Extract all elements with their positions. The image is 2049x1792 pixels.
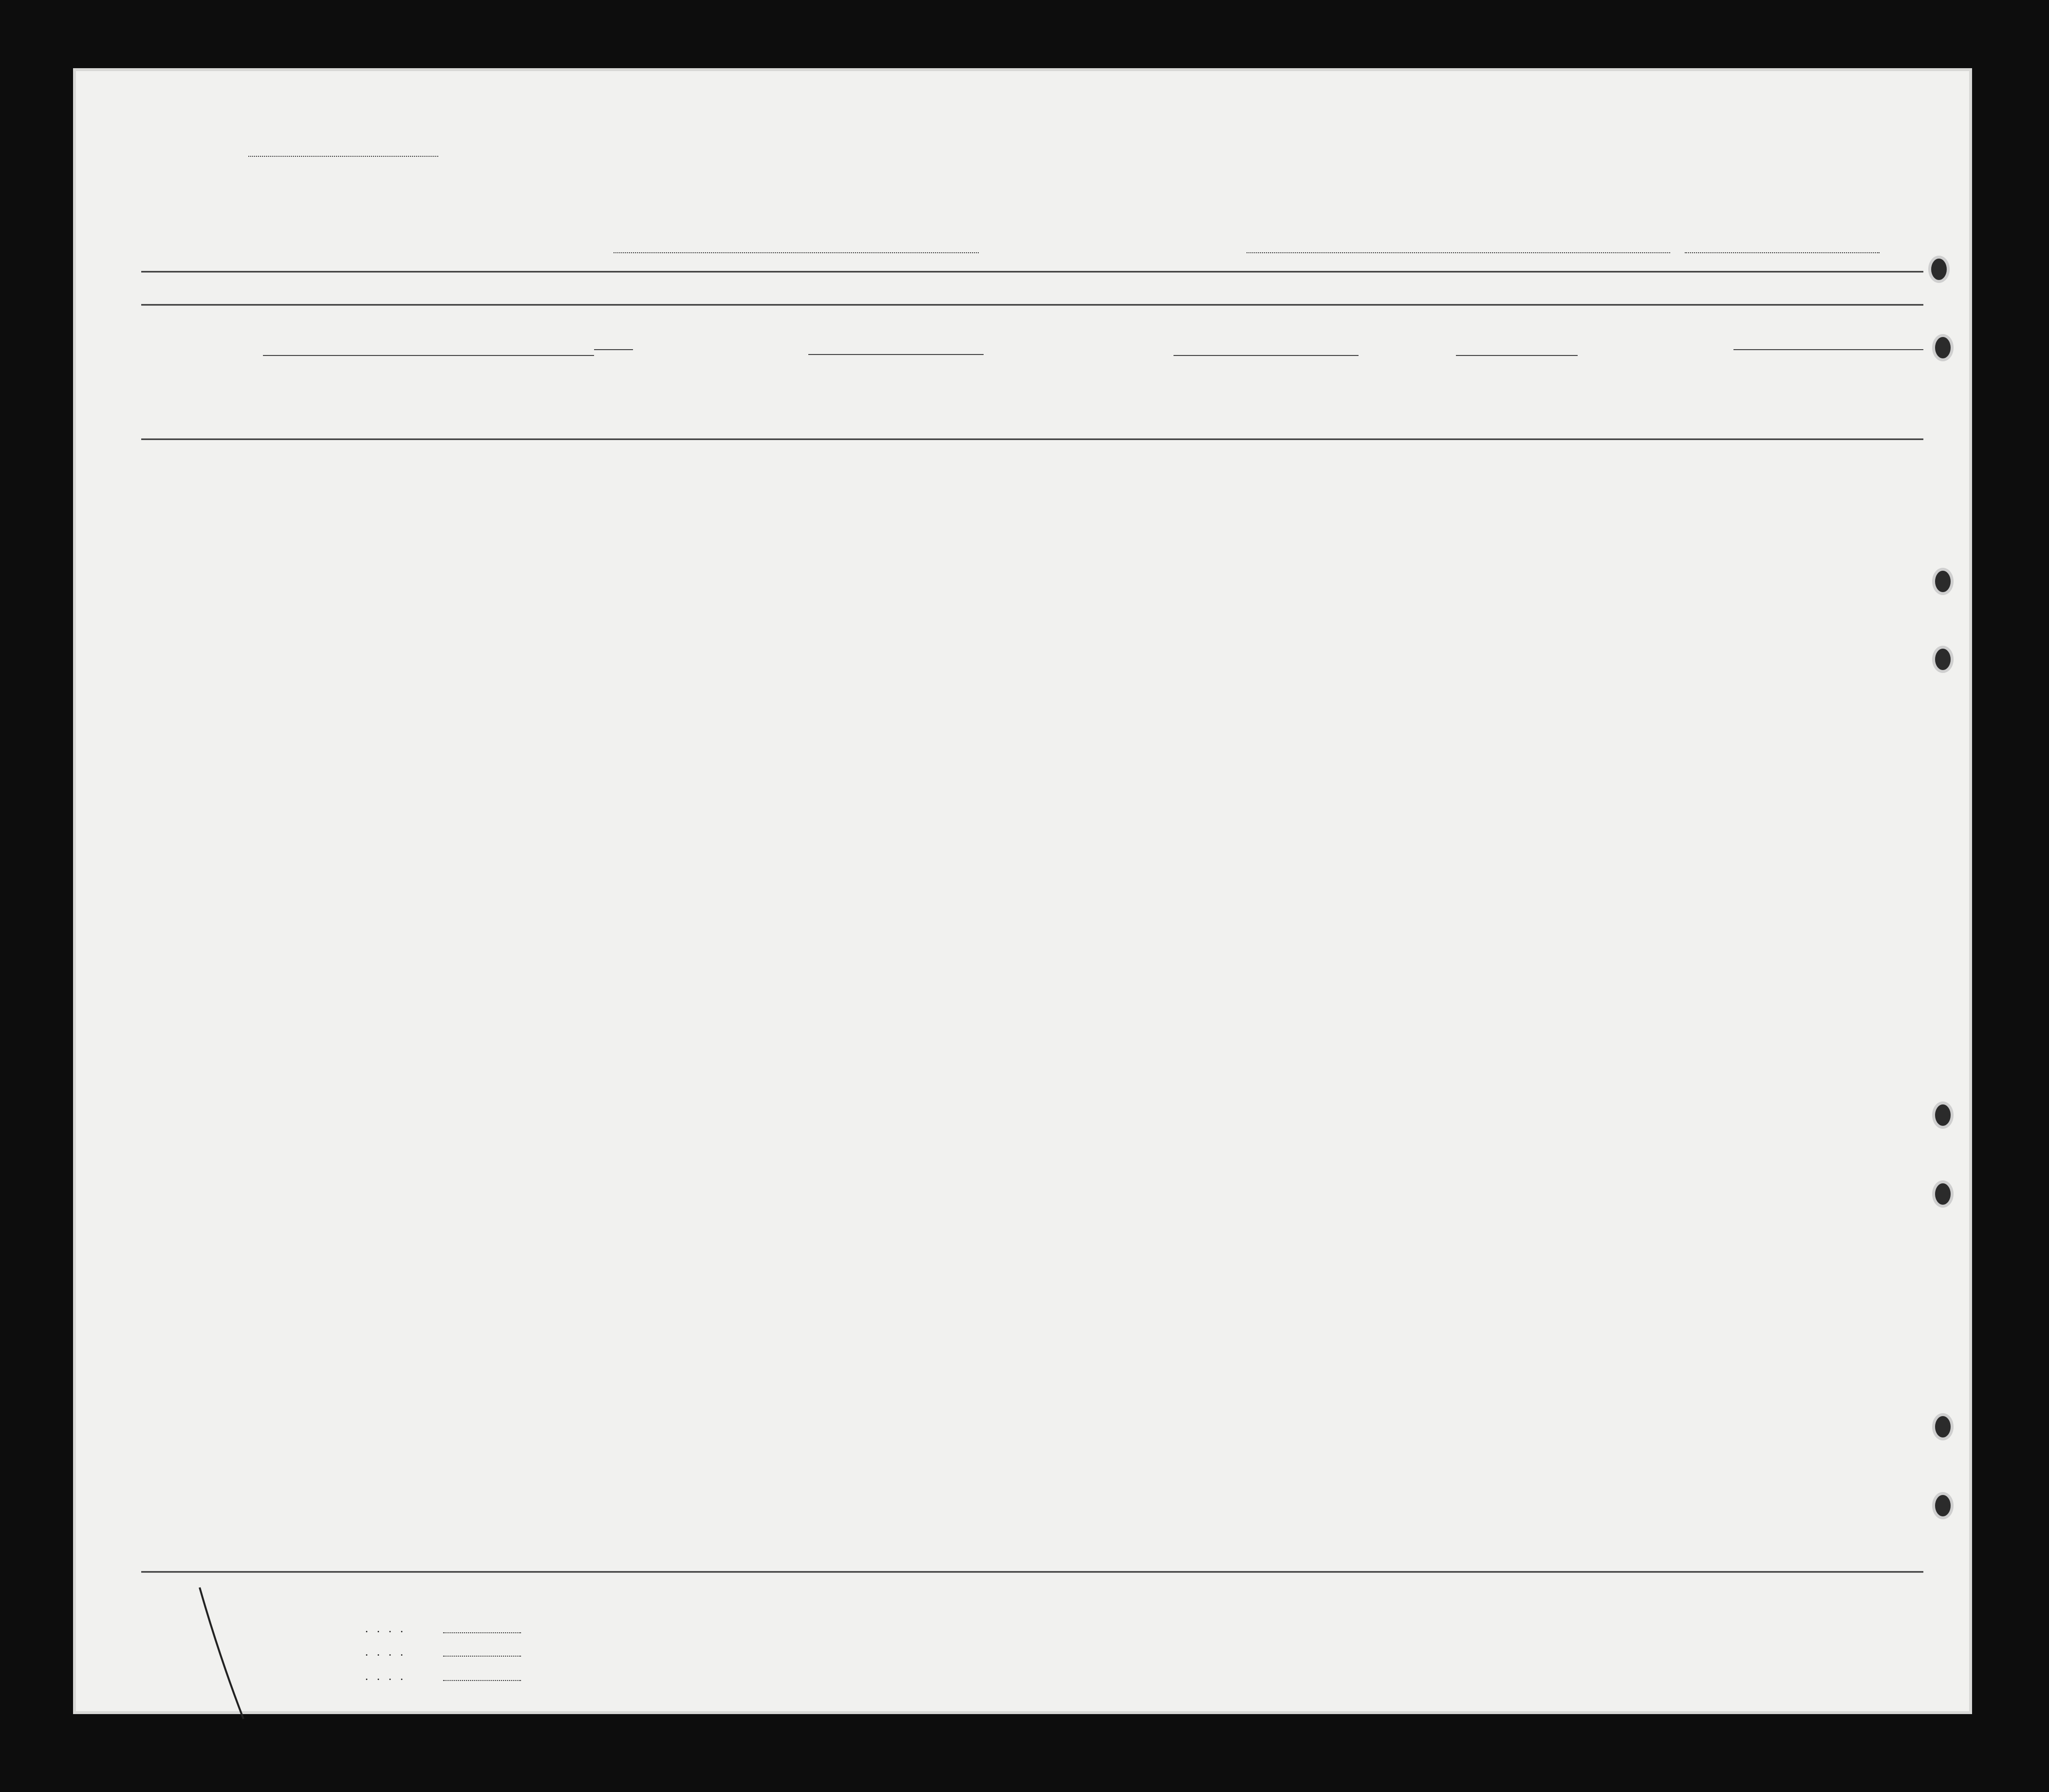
binder-hole-7 bbox=[1932, 1413, 1954, 1440]
footer-line-2 bbox=[443, 1656, 521, 1657]
pencil-stroke bbox=[190, 1583, 258, 1729]
manifest-sheet bbox=[73, 68, 1972, 1714]
binder-hole-8 bbox=[1932, 1492, 1954, 1519]
binder-hole-4 bbox=[1932, 646, 1954, 673]
footer-dots-1: . . . . bbox=[365, 1623, 406, 1635]
binder-hole-6 bbox=[1932, 1180, 1954, 1208]
binder-hole-3 bbox=[1932, 568, 1954, 595]
footer-line-1 bbox=[443, 1632, 521, 1633]
binder-hole-1 bbox=[1928, 256, 1950, 283]
footer-line-3 bbox=[443, 1680, 521, 1681]
footer-dots-3: . . . . bbox=[365, 1670, 406, 1683]
binder-hole-2 bbox=[1932, 334, 1954, 361]
binder-hole-5 bbox=[1932, 1101, 1954, 1129]
table-grid bbox=[73, 68, 1972, 1714]
footer-dots-2: . . . . bbox=[365, 1646, 406, 1659]
